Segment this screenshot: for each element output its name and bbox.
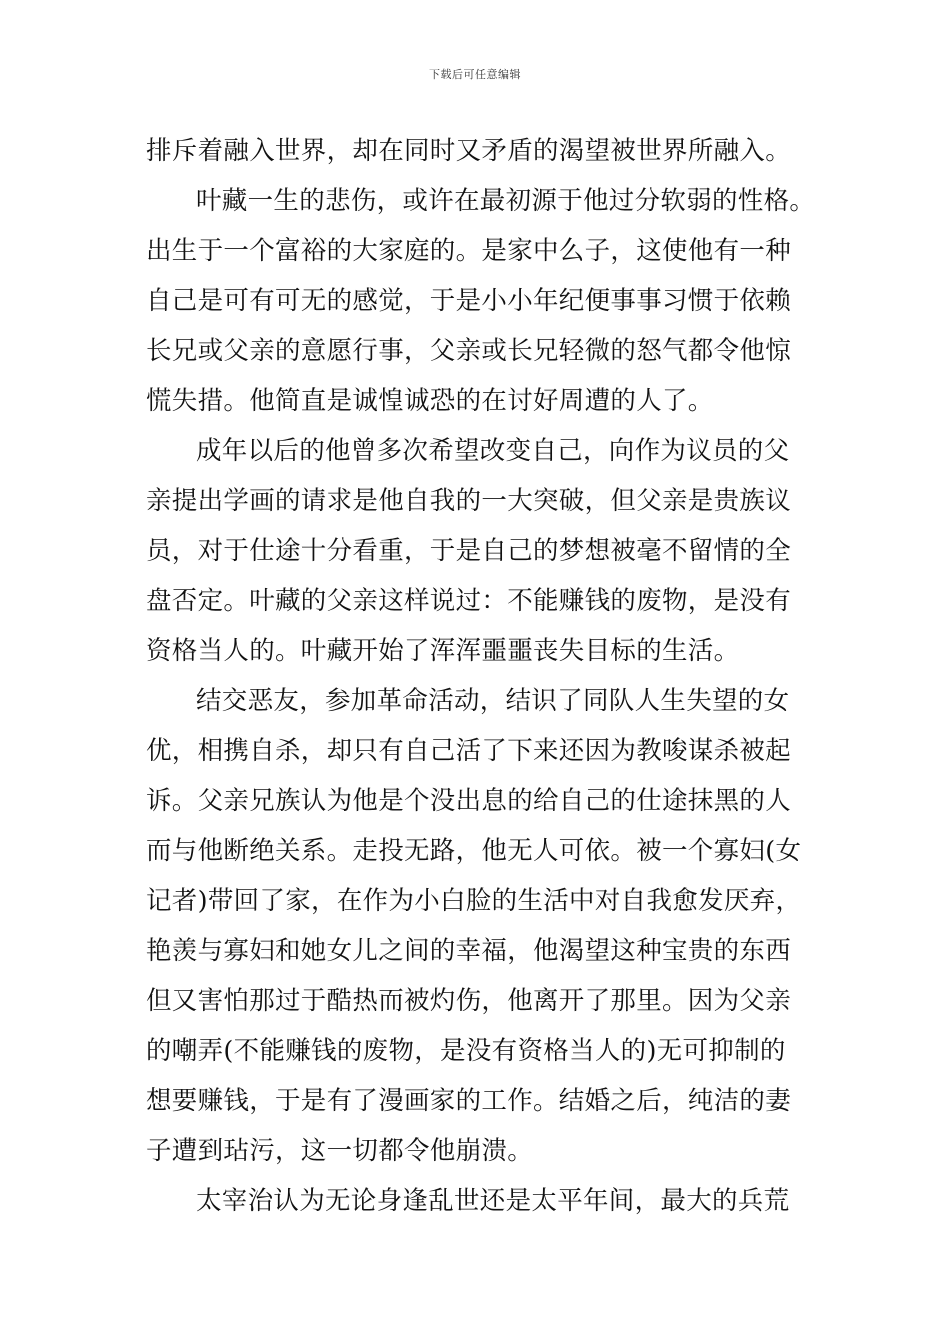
text-line: 结交恶友，参加革命活动，结识了同队人生失望的女 [196, 686, 790, 716]
text-line: 慌失措。他简直是诚惶诚恐的在讨好周遭的人了。 [146, 386, 714, 416]
text-line: 成年以后的他曾多次希望改变自己，向作为议员的父 [196, 436, 790, 466]
text-line: 盘否定。叶藏的父亲这样说过：不能赚钱的废物，是没有 [146, 586, 792, 616]
text-line: 出生于一个富裕的大家庭的。是家中么子，这使他有一种 [146, 236, 792, 266]
text-line: 长兄或父亲的意愿行事，父亲或长兄轻微的怒气都令他惊 [146, 336, 792, 366]
text-line: 排斥着融入世界，却在同时又矛盾的渴望被世界所融入。 [146, 136, 792, 166]
text-line: 艳羡与寡妇和她女儿之间的幸福，他渴望这种宝贵的东西 [146, 936, 792, 966]
text-line: 诉。父亲兄族认为他是个没出息的给自己的仕途抹黑的人 [146, 786, 792, 816]
text-line: 亲提出学画的请求是他自我的一大突破，但父亲是贵族议 [146, 486, 792, 516]
text-line: 但又害怕那过于酷热而被灼伤，他离开了那里。因为父亲 [146, 986, 792, 1016]
text-line: 员，对于仕途十分看重，于是自己的梦想被毫不留情的全 [146, 536, 792, 566]
text-line: 优，相携自杀，却只有自己活了下来还因为教唆谋杀被起 [146, 736, 792, 766]
body-text [146, 126, 822, 1226]
text-line: 叶藏一生的悲伤，或许在最初源于他过分软弱的性格。 [196, 186, 816, 216]
text-line: 资格当人的。叶藏开始了浑浑噩噩丧失目标的生活。 [146, 636, 740, 666]
text-line: 而与他断绝关系。走投无路，他无人可依。被一个寡妇(女 [146, 836, 802, 866]
text-line: 子遭到玷污，这一切都令他崩溃。 [146, 1136, 534, 1166]
text-line: 的嘲弄(不能赚钱的废物，是没有资格当人的)无可抑制的 [146, 1036, 786, 1066]
text-line: 自己是可有可无的感觉，于是小小年纪便事事习惯于依赖 [146, 286, 792, 316]
page-header: 下载后可任意编辑 [429, 68, 521, 81]
text-line: 想要赚钱，于是有了漫画家的工作。结婚之后，纯洁的妻 [146, 1086, 792, 1116]
text-line: 记者)带回了家，在作为小白脸的生活中对自我愈发厌弃， [146, 886, 802, 916]
text-line: 太宰治认为无论身逢乱世还是太平年间，最大的兵荒 [196, 1186, 790, 1216]
